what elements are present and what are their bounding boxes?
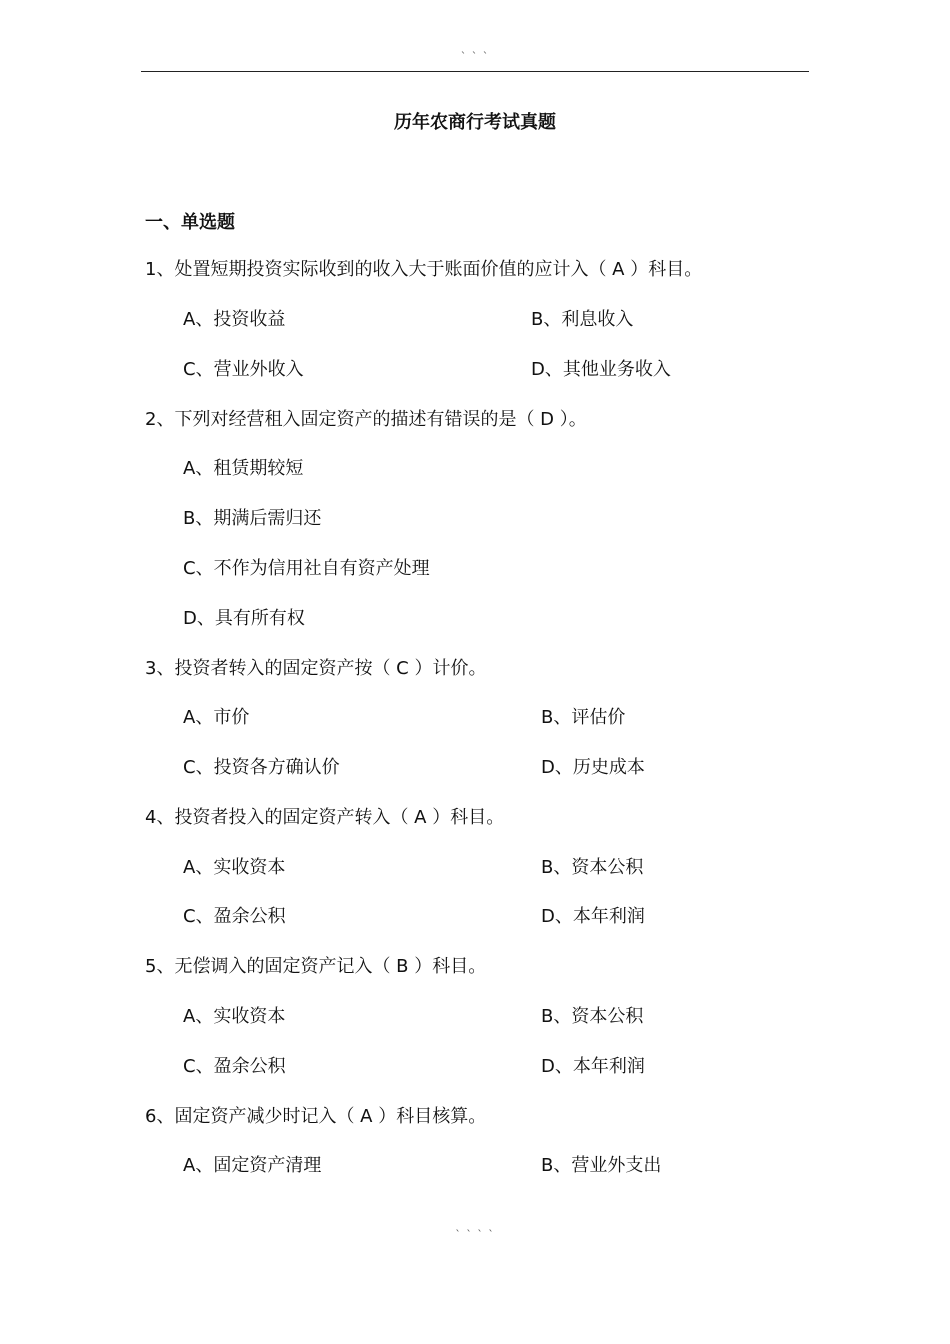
question-1-option-a: A、投资收益 bbox=[183, 309, 286, 330]
question-5-option-b: B、资本公积 bbox=[541, 1006, 644, 1027]
question-4-stem: 4、投资者投入的固定资产转入（ A ）科目。 bbox=[145, 807, 505, 828]
question-3-option-a: A、市价 bbox=[183, 707, 250, 728]
question-4-option-c: C、盈余公积 bbox=[183, 906, 286, 927]
question-1-stem: 1、处置短期投资实际收到的收入大于账面价值的应计入（ A ）科目。 bbox=[145, 259, 703, 280]
header-rule bbox=[141, 71, 809, 72]
question-5-option-c: C、盈余公积 bbox=[183, 1056, 286, 1077]
question-3-option-c: C、投资各方确认价 bbox=[183, 757, 340, 778]
question-6-option-a: A、固定资产清理 bbox=[183, 1155, 322, 1176]
section-heading: 一、单选题 bbox=[145, 212, 235, 233]
header-mark: ` ` ` bbox=[460, 50, 490, 63]
question-2-option-d: D、具有所有权 bbox=[183, 608, 305, 629]
footer-mark: ` ` ` ` bbox=[455, 1228, 495, 1241]
question-2-option-a: A、租赁期较短 bbox=[183, 458, 304, 479]
document-title: 历年农商行考试真题 bbox=[394, 112, 556, 133]
question-5-option-d: D、本年利润 bbox=[541, 1056, 645, 1077]
question-6-stem: 6、固定资产减少时记入（ A ）科目核算。 bbox=[145, 1106, 487, 1127]
question-6-option-b: B、营业外支出 bbox=[541, 1155, 662, 1176]
question-4-option-b: B、资本公积 bbox=[541, 857, 644, 878]
question-2-option-b: B、期满后需归还 bbox=[183, 508, 322, 529]
question-5-stem: 5、无偿调入的固定资产记入（ B ）科目。 bbox=[145, 956, 487, 977]
question-3-stem: 3、投资者转入的固定资产按（ C ）计价。 bbox=[145, 658, 487, 679]
question-2-stem: 2、下列对经营租入固定资产的描述有错误的是（ D ）。 bbox=[145, 409, 587, 430]
question-4-option-d: D、本年利润 bbox=[541, 906, 645, 927]
question-2-option-c: C、不作为信用社自有资产处理 bbox=[183, 558, 430, 579]
question-3-option-d: D、历史成本 bbox=[541, 757, 645, 778]
question-1-option-d: D、其他业务收入 bbox=[531, 359, 671, 380]
question-4-option-a: A、实收资本 bbox=[183, 857, 286, 878]
question-1-option-c: C、营业外收入 bbox=[183, 359, 304, 380]
question-1-option-b: B、利息收入 bbox=[531, 309, 634, 330]
question-3-option-b: B、评估价 bbox=[541, 707, 626, 728]
question-5-option-a: A、实收资本 bbox=[183, 1006, 286, 1027]
